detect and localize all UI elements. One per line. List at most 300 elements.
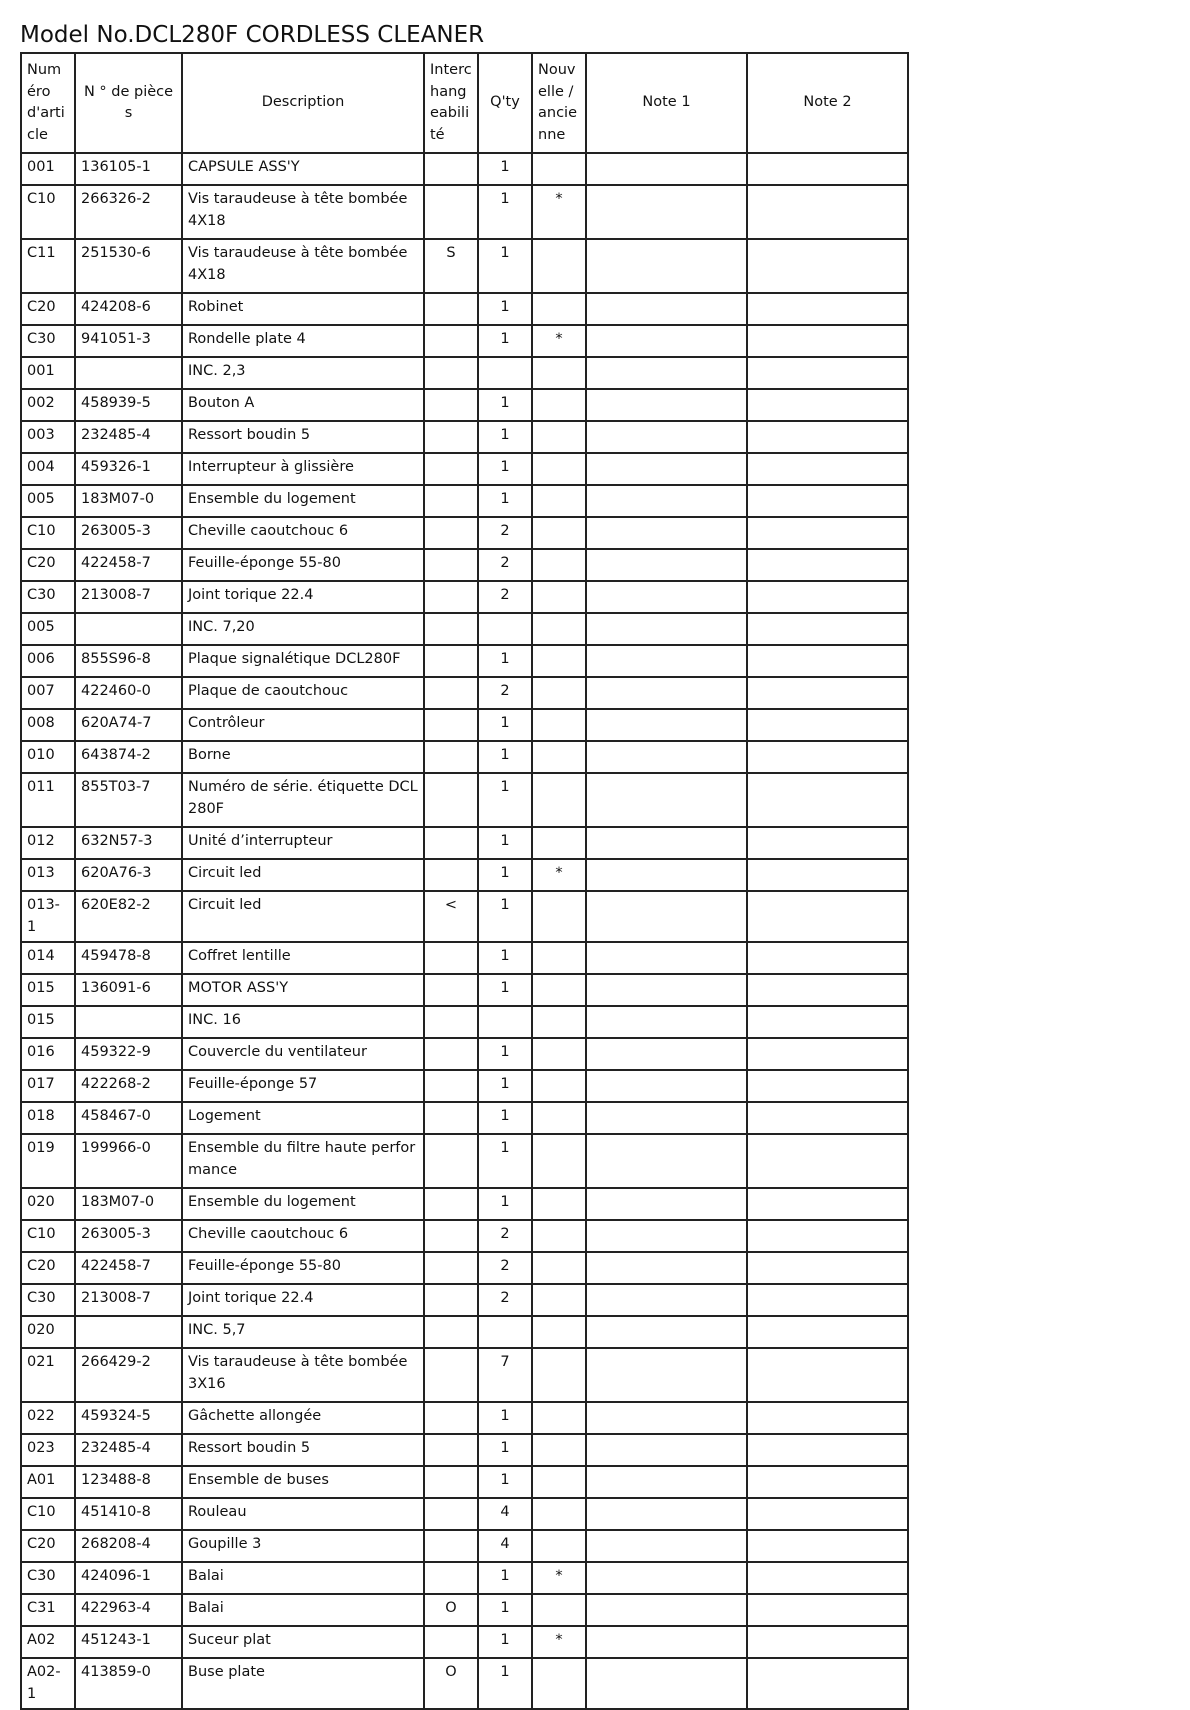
note-1-cell <box>586 1284 747 1316</box>
item-number-cell: C10 <box>21 1498 75 1530</box>
note-2-cell <box>747 709 908 741</box>
description-cell: Rondelle plate 4 <box>182 325 424 357</box>
description-cell: Feuille-éponge 55-80 <box>182 549 424 581</box>
part-number-cell: 459322-9 <box>75 1038 182 1070</box>
note-2-cell <box>747 1188 908 1220</box>
description-cell: Vis taraudeuse à tête bombée 4X18 <box>182 185 424 239</box>
table-row <box>21 773 908 827</box>
part-number-cell: 251530-6 <box>75 239 182 293</box>
interchangeability-cell <box>424 942 478 974</box>
note-2-cell <box>747 421 908 453</box>
note-2-cell <box>747 239 908 293</box>
quantity-cell: 1 <box>478 293 532 325</box>
new-old-cell: * <box>532 1562 586 1594</box>
note-1-cell <box>586 891 747 942</box>
quantity-cell: 1 <box>478 1402 532 1434</box>
item-number-cell: A01 <box>21 1466 75 1498</box>
note-1-cell <box>586 1102 747 1134</box>
item-number-cell: 008 <box>21 709 75 741</box>
note-1-cell <box>586 517 747 549</box>
new-old-cell: * <box>532 185 586 239</box>
interchangeability-cell <box>424 357 478 389</box>
table-row <box>21 709 908 741</box>
description-cell: Bouton A <box>182 389 424 421</box>
description-cell: Rouleau <box>182 1498 424 1530</box>
note-2-cell <box>747 1134 908 1188</box>
item-number-cell: A02-1 <box>21 1658 75 1709</box>
item-number-cell: 017 <box>21 1070 75 1102</box>
part-number-cell: 422458-7 <box>75 549 182 581</box>
part-number-cell: 424096-1 <box>75 1562 182 1594</box>
quantity-cell: 1 <box>478 1466 532 1498</box>
interchangeability-cell <box>424 1252 478 1284</box>
quantity-cell: 1 <box>478 1188 532 1220</box>
quantity-cell: 1 <box>478 1594 532 1626</box>
part-number-cell: 263005-3 <box>75 1220 182 1252</box>
document-title: Model No.DCL280F CORDLESS CLEANER <box>20 22 485 48</box>
item-number-cell: 001 <box>21 357 75 389</box>
item-number-cell: C20 <box>21 1530 75 1562</box>
part-number-cell: 422963-4 <box>75 1594 182 1626</box>
quantity-cell <box>478 357 532 389</box>
interchangeability-cell <box>424 1284 478 1316</box>
table-row <box>21 645 908 677</box>
quantity-cell <box>478 1006 532 1038</box>
quantity-cell: 2 <box>478 517 532 549</box>
note-2-cell <box>747 1284 908 1316</box>
description-cell: Coffret lentille <box>182 942 424 974</box>
description-cell: Balai <box>182 1594 424 1626</box>
note-1-cell <box>586 1252 747 1284</box>
interchangeability-cell <box>424 185 478 239</box>
interchangeability-cell <box>424 325 478 357</box>
part-number-cell: 422458-7 <box>75 1252 182 1284</box>
note-2-cell <box>747 1626 908 1658</box>
item-number-cell: 016 <box>21 1038 75 1070</box>
new-old-cell <box>532 1466 586 1498</box>
note-1-cell <box>586 741 747 773</box>
table-row <box>21 517 908 549</box>
quantity-cell: 1 <box>478 1626 532 1658</box>
note-2-cell <box>747 153 908 185</box>
table-row <box>21 1594 908 1626</box>
table-row <box>21 1038 908 1070</box>
description-cell: Goupille 3 <box>182 1530 424 1562</box>
interchangeability-cell <box>424 1434 478 1466</box>
note-1-cell <box>586 1658 747 1709</box>
note-2-cell <box>747 1658 908 1709</box>
interchangeability-cell: O <box>424 1594 478 1626</box>
item-number-cell: 006 <box>21 645 75 677</box>
note-1-cell <box>586 549 747 581</box>
description-cell: Buse plate <box>182 1658 424 1709</box>
item-number-cell: C30 <box>21 1562 75 1594</box>
item-number-cell: 003 <box>21 421 75 453</box>
quantity-cell: 1 <box>478 974 532 1006</box>
note-1-cell <box>586 1594 747 1626</box>
interchangeability-cell <box>424 453 478 485</box>
item-number-cell: 023 <box>21 1434 75 1466</box>
item-number-cell: 007 <box>21 677 75 709</box>
quantity-cell: 2 <box>478 1220 532 1252</box>
quantity-cell: 1 <box>478 773 532 827</box>
description-cell: INC. 5,7 <box>182 1316 424 1348</box>
table-row <box>21 1316 908 1348</box>
table-body <box>21 153 908 1709</box>
quantity-cell: 1 <box>478 741 532 773</box>
table-row <box>21 1284 908 1316</box>
description-cell: CAPSULE ASS'Y <box>182 153 424 185</box>
item-number-cell: 011 <box>21 773 75 827</box>
header-new-old: Nouvelle / ancienne <box>532 53 586 153</box>
note-2-cell <box>747 891 908 942</box>
note-1-cell <box>586 1498 747 1530</box>
interchangeability-cell <box>424 613 478 645</box>
interchangeability-cell <box>424 421 478 453</box>
note-1-cell <box>586 1038 747 1070</box>
description-cell: INC. 2,3 <box>182 357 424 389</box>
note-1-cell <box>586 293 747 325</box>
table-row <box>21 1434 908 1466</box>
new-old-cell <box>532 891 586 942</box>
description-cell: Balai <box>182 1562 424 1594</box>
new-old-cell <box>532 645 586 677</box>
note-1-cell <box>586 389 747 421</box>
quantity-cell: 4 <box>478 1498 532 1530</box>
quantity-cell: 1 <box>478 859 532 891</box>
note-2-cell <box>747 581 908 613</box>
interchangeability-cell <box>424 153 478 185</box>
part-number-cell: 263005-3 <box>75 517 182 549</box>
new-old-cell <box>532 1006 586 1038</box>
new-old-cell <box>532 485 586 517</box>
item-number-cell: 020 <box>21 1188 75 1220</box>
part-number-cell: 266429-2 <box>75 1348 182 1402</box>
note-2-cell <box>747 1038 908 1070</box>
part-number-cell: 422268-2 <box>75 1070 182 1102</box>
table-row <box>21 891 908 942</box>
new-old-cell <box>532 153 586 185</box>
part-number-cell: 266326-2 <box>75 185 182 239</box>
part-number-cell <box>75 357 182 389</box>
interchangeability-cell <box>424 485 478 517</box>
description-cell: Robinet <box>182 293 424 325</box>
interchangeability-cell <box>424 293 478 325</box>
quantity-cell: 1 <box>478 645 532 677</box>
description-cell: Unité d’interrupteur <box>182 827 424 859</box>
note-2-cell <box>747 613 908 645</box>
interchangeability-cell <box>424 1498 478 1530</box>
description-cell: Circuit led <box>182 891 424 942</box>
note-2-cell <box>747 1006 908 1038</box>
item-number-cell: 004 <box>21 453 75 485</box>
quantity-cell <box>478 1316 532 1348</box>
quantity-cell: 1 <box>478 827 532 859</box>
part-number-cell: 268208-4 <box>75 1530 182 1562</box>
description-cell: Suceur plat <box>182 1626 424 1658</box>
interchangeability-cell <box>424 1006 478 1038</box>
note-2-cell <box>747 357 908 389</box>
header-quantity: Q'ty <box>478 53 532 153</box>
part-number-cell: 620A76-3 <box>75 859 182 891</box>
item-number-cell: 022 <box>21 1402 75 1434</box>
header-part-number: N ° de pièces <box>75 53 182 153</box>
table-row <box>21 859 908 891</box>
table-row <box>21 1498 908 1530</box>
quantity-cell: 1 <box>478 453 532 485</box>
description-cell: Ensemble du logement <box>182 485 424 517</box>
description-cell: Interrupteur à glissière <box>182 453 424 485</box>
interchangeability-cell <box>424 974 478 1006</box>
note-2-cell <box>747 1070 908 1102</box>
description-cell: Gâchette allongée <box>182 1402 424 1434</box>
quantity-cell: 4 <box>478 1530 532 1562</box>
table-row <box>21 421 908 453</box>
item-number-cell: 013-1 <box>21 891 75 942</box>
interchangeability-cell <box>424 1038 478 1070</box>
note-1-cell <box>586 1402 747 1434</box>
item-number-cell: 005 <box>21 613 75 645</box>
interchangeability-cell <box>424 1102 478 1134</box>
table-row <box>21 1220 908 1252</box>
quantity-cell: 1 <box>478 1562 532 1594</box>
quantity-cell: 2 <box>478 677 532 709</box>
part-number-cell: 632N57-3 <box>75 827 182 859</box>
interchangeability-cell <box>424 709 478 741</box>
interchangeability-cell <box>424 1348 478 1402</box>
description-cell: Ensemble du filtre haute performance <box>182 1134 424 1188</box>
note-2-cell <box>747 453 908 485</box>
item-number-cell: 005 <box>21 485 75 517</box>
table-row <box>21 1626 908 1658</box>
note-1-cell <box>586 613 747 645</box>
interchangeability-cell <box>424 677 478 709</box>
quantity-cell: 7 <box>478 1348 532 1402</box>
note-2-cell <box>747 1402 908 1434</box>
new-old-cell <box>532 1252 586 1284</box>
item-number-cell: 015 <box>21 974 75 1006</box>
new-old-cell: * <box>532 325 586 357</box>
quantity-cell <box>478 613 532 645</box>
part-number-cell <box>75 1316 182 1348</box>
note-1-cell <box>586 581 747 613</box>
part-number-cell: 459478-8 <box>75 942 182 974</box>
note-1-cell <box>586 709 747 741</box>
item-number-cell: C10 <box>21 517 75 549</box>
part-number-cell: 643874-2 <box>75 741 182 773</box>
part-number-cell: 459324-5 <box>75 1402 182 1434</box>
note-1-cell <box>586 1188 747 1220</box>
interchangeability-cell <box>424 741 478 773</box>
description-cell: Cheville caoutchouc 6 <box>182 517 424 549</box>
part-number-cell: 422460-0 <box>75 677 182 709</box>
item-number-cell: 018 <box>21 1102 75 1134</box>
part-number-cell <box>75 613 182 645</box>
new-old-cell <box>532 741 586 773</box>
interchangeability-cell: O <box>424 1658 478 1709</box>
quantity-cell: 1 <box>478 239 532 293</box>
new-old-cell <box>532 293 586 325</box>
note-2-cell <box>747 859 908 891</box>
description-cell: MOTOR ASS'Y <box>182 974 424 1006</box>
new-old-cell <box>532 677 586 709</box>
part-number-cell: 213008-7 <box>75 581 182 613</box>
new-old-cell <box>532 1348 586 1402</box>
new-old-cell <box>532 1434 586 1466</box>
description-cell: Circuit led <box>182 859 424 891</box>
note-2-cell <box>747 827 908 859</box>
item-number-cell: C30 <box>21 1284 75 1316</box>
description-cell: Vis taraudeuse à tête bombée 3X16 <box>182 1348 424 1402</box>
new-old-cell <box>532 1284 586 1316</box>
interchangeability-cell <box>424 773 478 827</box>
quantity-cell: 1 <box>478 421 532 453</box>
quantity-cell: 2 <box>478 549 532 581</box>
item-number-cell: 020 <box>21 1316 75 1348</box>
item-number-cell: 014 <box>21 942 75 974</box>
quantity-cell: 1 <box>478 942 532 974</box>
table-row <box>21 549 908 581</box>
item-number-cell: 012 <box>21 827 75 859</box>
description-cell: Ressort boudin 5 <box>182 1434 424 1466</box>
part-number-cell: 183M07-0 <box>75 1188 182 1220</box>
new-old-cell <box>532 1498 586 1530</box>
item-number-cell: C30 <box>21 581 75 613</box>
description-cell: Plaque signalétique DCL280F <box>182 645 424 677</box>
table-row <box>21 153 908 185</box>
interchangeability-cell <box>424 1626 478 1658</box>
note-2-cell <box>747 1348 908 1402</box>
interchangeability-cell <box>424 549 478 581</box>
interchangeability-cell <box>424 1188 478 1220</box>
description-cell: Ensemble de buses <box>182 1466 424 1498</box>
note-2-cell <box>747 485 908 517</box>
table-row <box>21 389 908 421</box>
new-old-cell <box>532 1402 586 1434</box>
note-1-cell <box>586 421 747 453</box>
table-row <box>21 453 908 485</box>
note-2-cell <box>747 773 908 827</box>
note-1-cell <box>586 1626 747 1658</box>
new-old-cell <box>532 613 586 645</box>
quantity-cell: 1 <box>478 1434 532 1466</box>
new-old-cell <box>532 1530 586 1562</box>
part-number-cell: 232485-4 <box>75 421 182 453</box>
header-item-number: Numéro d'article <box>21 53 75 153</box>
table-row <box>21 1530 908 1562</box>
part-number-cell: 199966-0 <box>75 1134 182 1188</box>
table-row <box>21 239 908 293</box>
new-old-cell <box>532 581 586 613</box>
quantity-cell: 2 <box>478 1284 532 1316</box>
new-old-cell <box>532 1658 586 1709</box>
item-number-cell: 013 <box>21 859 75 891</box>
part-number-cell: 123488-8 <box>75 1466 182 1498</box>
description-cell: Feuille-éponge 55-80 <box>182 1252 424 1284</box>
table-row <box>21 357 908 389</box>
item-number-cell: C30 <box>21 325 75 357</box>
item-number-cell: C20 <box>21 549 75 581</box>
part-number-cell: 855S96-8 <box>75 645 182 677</box>
table-row <box>21 325 908 357</box>
new-old-cell <box>532 773 586 827</box>
description-cell: Contrôleur <box>182 709 424 741</box>
description-cell: INC. 7,20 <box>182 613 424 645</box>
new-old-cell <box>532 1316 586 1348</box>
table-row <box>21 741 908 773</box>
note-1-cell <box>586 1434 747 1466</box>
note-2-cell <box>747 942 908 974</box>
table-row <box>21 942 908 974</box>
new-old-cell <box>532 942 586 974</box>
quantity-cell: 1 <box>478 153 532 185</box>
note-2-cell <box>747 1102 908 1134</box>
part-number-cell: 232485-4 <box>75 1434 182 1466</box>
note-1-cell <box>586 1562 747 1594</box>
new-old-cell <box>532 1188 586 1220</box>
new-old-cell <box>532 1594 586 1626</box>
description-cell: Ensemble du logement <box>182 1188 424 1220</box>
table-row <box>21 1562 908 1594</box>
part-number-cell: 213008-7 <box>75 1284 182 1316</box>
part-number-cell: 620E82-2 <box>75 891 182 942</box>
table-row <box>21 613 908 645</box>
part-number-cell: 941051-3 <box>75 325 182 357</box>
interchangeability-cell <box>424 517 478 549</box>
interchangeability-cell <box>424 1466 478 1498</box>
table-row <box>21 827 908 859</box>
note-1-cell <box>586 1070 747 1102</box>
note-1-cell <box>586 239 747 293</box>
quantity-cell: 1 <box>478 325 532 357</box>
table-row <box>21 1006 908 1038</box>
new-old-cell <box>532 421 586 453</box>
note-1-cell <box>586 1530 747 1562</box>
new-old-cell <box>532 517 586 549</box>
table-row <box>21 1070 908 1102</box>
table-row <box>21 485 908 517</box>
part-number-cell: 458939-5 <box>75 389 182 421</box>
table-row <box>21 1466 908 1498</box>
note-1-cell <box>586 677 747 709</box>
description-cell: INC. 16 <box>182 1006 424 1038</box>
note-2-cell <box>747 741 908 773</box>
table-header-row <box>21 53 908 153</box>
note-1-cell <box>586 1466 747 1498</box>
interchangeability-cell <box>424 1316 478 1348</box>
table-row <box>21 974 908 1006</box>
new-old-cell: * <box>532 1626 586 1658</box>
interchangeability-cell <box>424 389 478 421</box>
note-2-cell <box>747 185 908 239</box>
quantity-cell: 2 <box>478 1252 532 1284</box>
header-description: Description <box>182 53 424 153</box>
new-old-cell <box>532 239 586 293</box>
interchangeability-cell <box>424 1402 478 1434</box>
item-number-cell: 015 <box>21 1006 75 1038</box>
note-2-cell <box>747 677 908 709</box>
quantity-cell: 1 <box>478 389 532 421</box>
quantity-cell: 1 <box>478 1070 532 1102</box>
part-number-cell: 451410-8 <box>75 1498 182 1530</box>
interchangeability-cell <box>424 581 478 613</box>
item-number-cell: C20 <box>21 1252 75 1284</box>
note-2-cell <box>747 549 908 581</box>
table-row <box>21 581 908 613</box>
quantity-cell: 1 <box>478 891 532 942</box>
note-2-cell <box>747 1466 908 1498</box>
interchangeability-cell <box>424 1562 478 1594</box>
